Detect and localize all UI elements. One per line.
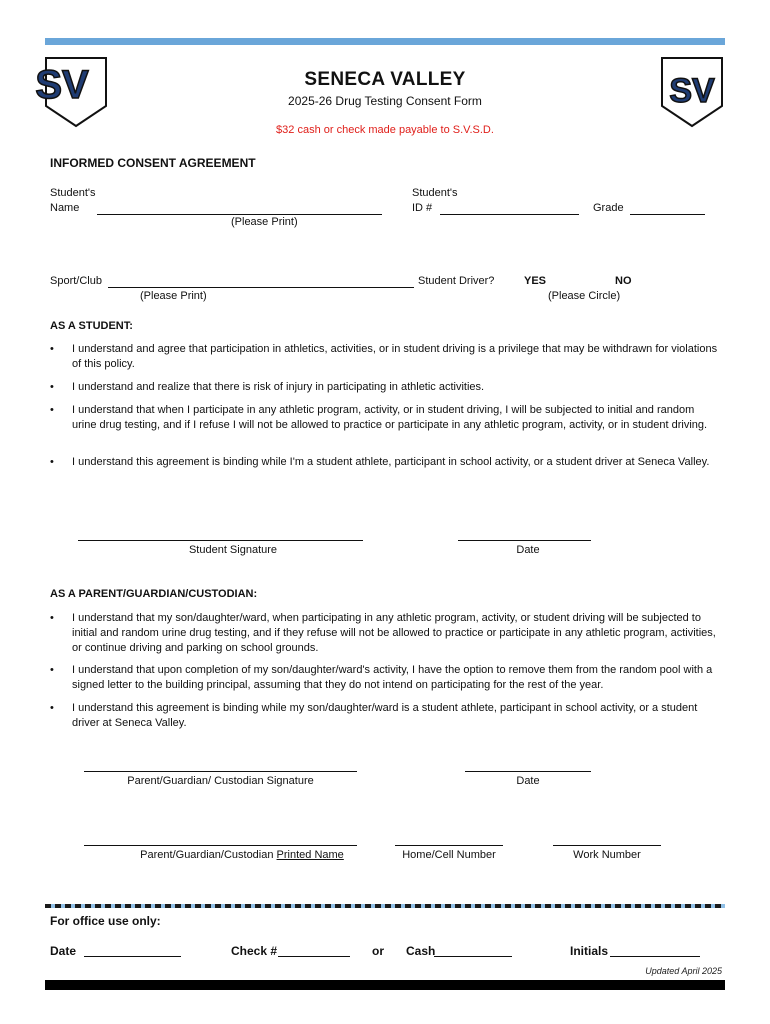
top-accent-bar — [45, 38, 725, 45]
student-id-field[interactable] — [440, 214, 579, 215]
parent-printed-name-label: Parent/Guardian/Custodian Printed Name — [140, 849, 344, 861]
student-statements-list: • I understand and agree that participation in athletics, activities, or in student driving is a privilege that may be withdrawn for violations of this policy. • I understand and realize that there is risk of injury in participating in athletic activities. • I understand that when I participate in any athletic program, activity, or in student driving, I will be subjected to initial and random urine drug testing, and if I refuse I will not be allowed to practice or participate in any athletic program, activity, or in student driving. • I understand this agreement is binding while I'm a student athlete, participant in school activity, or a student driver at Seneca Valley. — [50, 343, 718, 468]
student-signature-label: Student Signature — [188, 544, 278, 556]
driver-no-option[interactable]: NO — [615, 275, 632, 287]
office-date-label: Date — [50, 944, 77, 958]
parent-signature-field[interactable] — [84, 771, 357, 772]
student-name-field[interactable] — [97, 214, 382, 215]
parent-section-heading: AS A PARENT/GUARDIAN/CUSTODIAN: — [50, 588, 258, 600]
parent-signature-label: Parent/Guardian/ Custodian Signature — [127, 775, 314, 787]
bottom-accent-bar — [45, 980, 725, 990]
office-check-field[interactable] — [278, 956, 350, 957]
office-or-label: or — [372, 944, 384, 958]
office-check-label: Check # — [231, 944, 278, 958]
please-print-note-2: (Please Print) — [140, 290, 207, 302]
home-phone-field[interactable] — [395, 845, 503, 846]
form-subtitle: 2025-26 Drug Testing Consent Form — [288, 94, 482, 108]
consent-heading: INFORMED CONSENT AGREEMENT — [50, 156, 256, 170]
parent-date-label: Date — [516, 775, 540, 787]
sport-club-field[interactable] — [108, 287, 414, 288]
student-section-heading: AS A STUDENT: — [50, 320, 133, 332]
fee-note: $32 cash or check made payable to S.V.S.D. — [276, 124, 494, 136]
office-use-heading: For office use only: — [50, 914, 161, 928]
work-phone-field[interactable] — [553, 845, 661, 846]
updated-note: Updated April 2025 — [645, 966, 722, 976]
parent-statements-list: • I understand that my son/daughter/ward, when participating in any athletic program, activity, or student driving will be subjected to initial and random urine drug testing, and if they refuse will not be allowed to practice or participate in any athletic program, activities, or continue driving and parking on school grounds. • I understand that upon completion of my son/daughter/ward's activity, I have the option to remove them from the random pool with a signed letter to the building principal, assuming that they do not intend on participating for the rest of the year. • I understand this agreement is binding while my son/daughter/ward is a student athlete, participant in school activity, or a student driver at Seneca Valley. — [50, 612, 716, 729]
student-id-label-1: Student's — [412, 187, 458, 199]
grade-field[interactable] — [630, 214, 705, 215]
student-name-label-2: Name — [50, 202, 80, 214]
sv-logo-right — [660, 56, 724, 128]
student-signature-field[interactable] — [78, 540, 363, 541]
student-name-label-1: Student's — [50, 187, 96, 199]
logo-letters-sv: SV — [669, 72, 715, 110]
page-title: SENECA VALLEY — [304, 69, 466, 90]
home-phone-label: Home/Cell Number — [402, 849, 496, 861]
parent-printed-name-field[interactable] — [84, 845, 357, 846]
student-id-label-2: ID # — [412, 202, 433, 214]
please-circle-note: (Please Circle) — [548, 290, 621, 302]
please-print-note-1: (Please Print) — [231, 216, 298, 228]
logo-letter-s: SV — [35, 63, 89, 107]
sport-club-label: Sport/Club — [50, 275, 102, 287]
grade-label: Grade — [593, 202, 624, 214]
office-divider — [45, 904, 725, 908]
office-initials-label: Initials — [570, 944, 609, 958]
office-initials-field[interactable] — [610, 956, 700, 957]
sv-logo-left — [35, 56, 108, 128]
student-date-field[interactable] — [458, 540, 591, 541]
office-cash-label: Cash — [406, 944, 436, 958]
office-date-field[interactable] — [84, 956, 181, 957]
student-driver-label: Student Driver? — [418, 275, 495, 287]
student-date-label: Date — [516, 544, 540, 556]
driver-yes-option[interactable]: YES — [524, 275, 547, 287]
office-cash-field[interactable] — [434, 956, 512, 957]
parent-date-field[interactable] — [465, 771, 591, 772]
work-phone-label: Work Number — [573, 849, 641, 861]
